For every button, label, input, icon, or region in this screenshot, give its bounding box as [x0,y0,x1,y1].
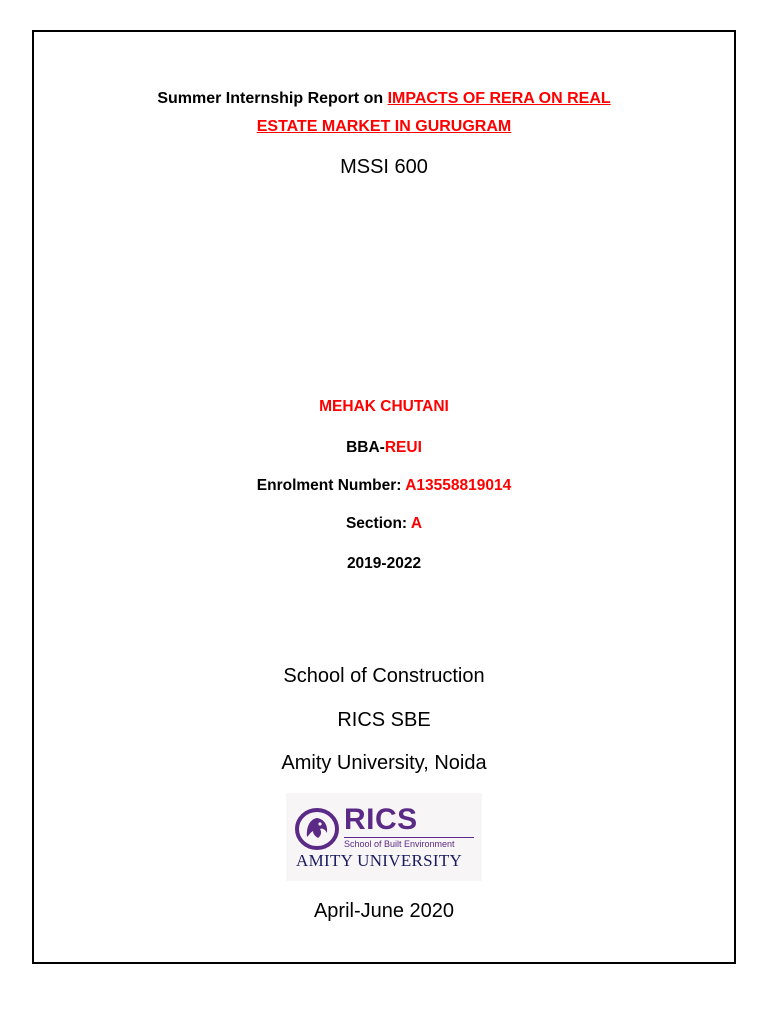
lion-emblem-icon [294,807,340,851]
report-title-highlight: IMPACTS OF RERA ON REAL [387,90,611,107]
course-code: MSSI 600 [340,156,428,178]
amity-rics-logo [286,793,482,881]
enrolment-value: A13558819014 [405,477,512,494]
section-value: A [410,515,423,532]
student-name: MEHAK CHUTANI [319,398,449,415]
school-name: School of Construction [283,665,485,687]
internship-period: April-June 2020 [313,900,455,922]
report-title-line-1 [0,90,768,108]
program-prefix: BBA- [346,439,385,456]
section [0,515,768,533]
logo-university-text: AMITY UNIVERSITY [296,851,463,870]
program [0,439,768,457]
department-name: RICS SBE [337,709,431,731]
logo-subtitle: School of Built Environment [344,837,474,849]
university-name: Amity University, Noida [281,752,487,774]
program-value: REUI [384,439,422,456]
logo-rics-text: RICS [344,803,418,836]
report-title-prefix: Summer Internship Report on [157,90,388,107]
enrolment-label: Enrolment Number: [256,477,406,494]
batch-years: 2019-2022 [346,555,422,572]
enrolment-number [0,477,768,495]
report-title-highlight-2: ESTATE MARKET IN GURUGRAM [256,118,512,135]
report-title-line-2 [0,118,768,136]
section-label: Section: [345,515,411,532]
